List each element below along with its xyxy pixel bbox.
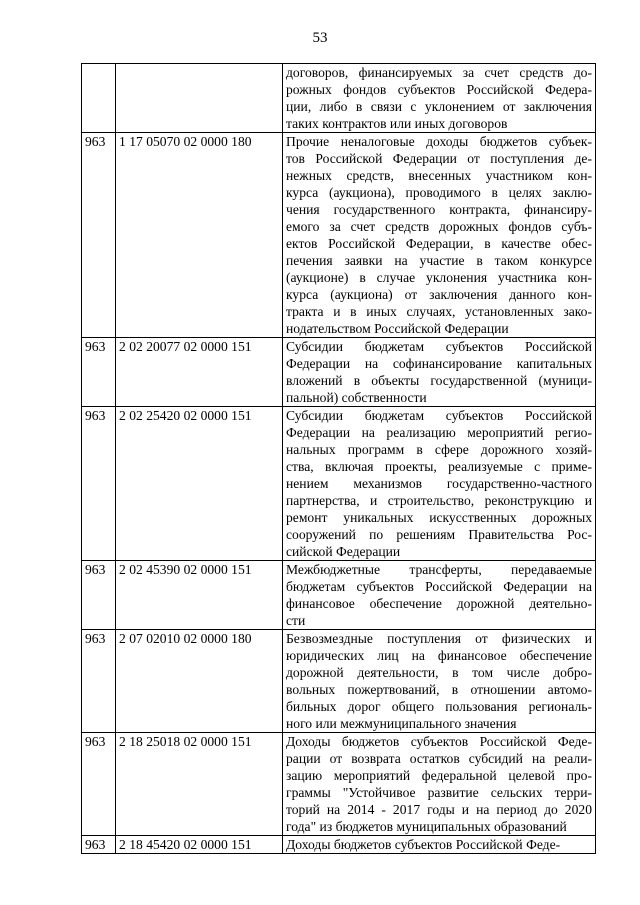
description-line: таких контрактов или иных договоров bbox=[286, 116, 508, 131]
description-line: курса (аукциона), проводимого в целях заклю- bbox=[286, 185, 592, 200]
admin-code-cell: 963 bbox=[82, 733, 116, 836]
description-line: печения заявки на участие в таком конкурсе bbox=[286, 253, 592, 268]
table-row bbox=[82, 407, 596, 561]
description-line: сти bbox=[286, 613, 306, 628]
description-line: ектов Российской Федерации, в качестве обес- bbox=[286, 236, 592, 251]
description-line: Доходы бюджетов субъектов Российской Феде- bbox=[286, 734, 592, 749]
budget-classification-code-cell: 2 02 25420 02 0000 151 bbox=[116, 407, 283, 561]
admin-code-cell bbox=[82, 64, 116, 133]
description-line: Субсидии бюджетам субъектов Российской bbox=[286, 408, 592, 423]
description-line: Федерации на реализацию мероприятий регио- bbox=[286, 425, 592, 440]
page-number: 53 bbox=[312, 30, 328, 46]
table-row bbox=[82, 836, 596, 854]
budget-revenue-table bbox=[81, 63, 596, 854]
description-line: торий на 2014 - 2017 годы и на период до 2020 bbox=[286, 802, 592, 817]
revenue-description-cell bbox=[283, 836, 596, 854]
description-line: нальных программ в сфере дорожного хозяй- bbox=[286, 442, 592, 457]
description-line: сооружений по решениям Правительства Рос- bbox=[286, 527, 592, 542]
description-line: Доходы бюджетов субъектов Российской Феде- bbox=[286, 837, 561, 852]
description-line: пальной) собственности bbox=[286, 390, 427, 405]
revenue-description-cell bbox=[283, 64, 596, 133]
description-line: дорожной деятельности, в том числе добро- bbox=[286, 665, 592, 680]
description-line: рации от возврата остатков субсидий на реали- bbox=[286, 751, 592, 766]
description-line: вложений в объекты государственной (муници- bbox=[286, 373, 592, 388]
description-line: бильных дорог общего пользования региональ- bbox=[286, 699, 592, 714]
admin-code-cell: 963 bbox=[82, 338, 116, 407]
description-line: курса (аукциона) от заключения данного кон- bbox=[286, 287, 592, 302]
description-line: Межбюджетные трансферты, передаваемые bbox=[286, 562, 592, 577]
table-row bbox=[82, 561, 596, 630]
description-line: нодательством Российской Федерации bbox=[286, 321, 509, 336]
budget-classification-code-cell: 1 17 05070 02 0000 180 bbox=[116, 133, 283, 338]
description-line: тов Российской Федерации от поступления де- bbox=[286, 151, 592, 166]
budget-classification-code-cell: 2 18 25018 02 0000 151 bbox=[116, 733, 283, 836]
revenue-description-cell bbox=[283, 630, 596, 733]
table-row bbox=[82, 133, 596, 338]
description-line: Безвозмездные поступления от физических и bbox=[286, 631, 592, 646]
table-row bbox=[82, 733, 596, 836]
description-line: ремонт уникальных искусственных дорожных bbox=[286, 510, 592, 525]
description-line: граммы "Устойчивое развитие сельских терри- bbox=[286, 785, 592, 800]
revenue-description-cell bbox=[283, 561, 596, 630]
description-line: бюджетам субъектов Российской Федерации на bbox=[286, 579, 592, 594]
table-row bbox=[82, 64, 596, 133]
description-line: зацию мероприятий федеральной целевой про- bbox=[286, 768, 592, 783]
description-line: договоров, финансируемых за счет средств до- bbox=[286, 65, 592, 80]
description-line: ного или межмуниципального значения bbox=[286, 716, 517, 731]
description-line: тракта и в иных случаях, установленных зако- bbox=[286, 304, 592, 319]
admin-code-cell: 963 bbox=[82, 133, 116, 338]
description-line: Прочие неналоговые доходы бюджетов субъек- bbox=[286, 134, 592, 149]
table-row bbox=[82, 338, 596, 407]
description-line: Федерации на софинансирование капитальных bbox=[286, 356, 592, 371]
description-line: емого за счет средств дорожных фондов субъ- bbox=[286, 219, 592, 234]
description-line: юридических лиц на финансовое обеспечение bbox=[286, 648, 592, 663]
admin-code-cell: 963 bbox=[82, 630, 116, 733]
description-line: чения государственного контракта, финансиру- bbox=[286, 202, 592, 217]
budget-classification-code-cell: 2 02 45390 02 0000 151 bbox=[116, 561, 283, 630]
revenue-description-cell bbox=[283, 733, 596, 836]
table-body bbox=[82, 64, 596, 854]
budget-classification-code-cell: 2 02 20077 02 0000 151 bbox=[116, 338, 283, 407]
budget-classification-code-cell bbox=[116, 64, 283, 133]
revenue-description-cell bbox=[283, 133, 596, 338]
description-line: (аукционе) в случае уклонения участника кон- bbox=[286, 270, 592, 285]
table-row bbox=[82, 630, 596, 733]
budget-classification-code-cell: 2 18 45420 02 0000 151 bbox=[116, 836, 283, 854]
description-line: рожных фондов субъектов Российской Федера- bbox=[286, 82, 592, 97]
description-line: ства, включая проекты, реализуемые с приме- bbox=[286, 459, 592, 474]
revenue-description-cell bbox=[283, 407, 596, 561]
description-line: финансовое обеспечение дорожной деятельно- bbox=[286, 596, 592, 611]
description-line: нежных средств, внесенных участником кон- bbox=[286, 168, 592, 183]
description-line: ции, либо в связи с уклонением от заключения bbox=[286, 99, 592, 114]
admin-code-cell: 963 bbox=[82, 836, 116, 854]
budget-classification-code-cell: 2 07 02010 02 0000 180 bbox=[116, 630, 283, 733]
description-line: нением механизмов государственно-частного bbox=[286, 476, 592, 491]
description-line: сийской Федерации bbox=[286, 544, 401, 559]
description-line: партнерства, и строительство, реконструкцию и bbox=[286, 493, 592, 508]
admin-code-cell: 963 bbox=[82, 561, 116, 630]
revenue-description-cell bbox=[283, 338, 596, 407]
admin-code-cell: 963 bbox=[82, 407, 116, 561]
description-line: Субсидии бюджетам субъектов Российской bbox=[286, 339, 592, 354]
description-line: вольных пожертвований, в отношении автомо- bbox=[286, 682, 592, 697]
description-line: года" из бюджетов муниципальных образований bbox=[286, 819, 567, 834]
